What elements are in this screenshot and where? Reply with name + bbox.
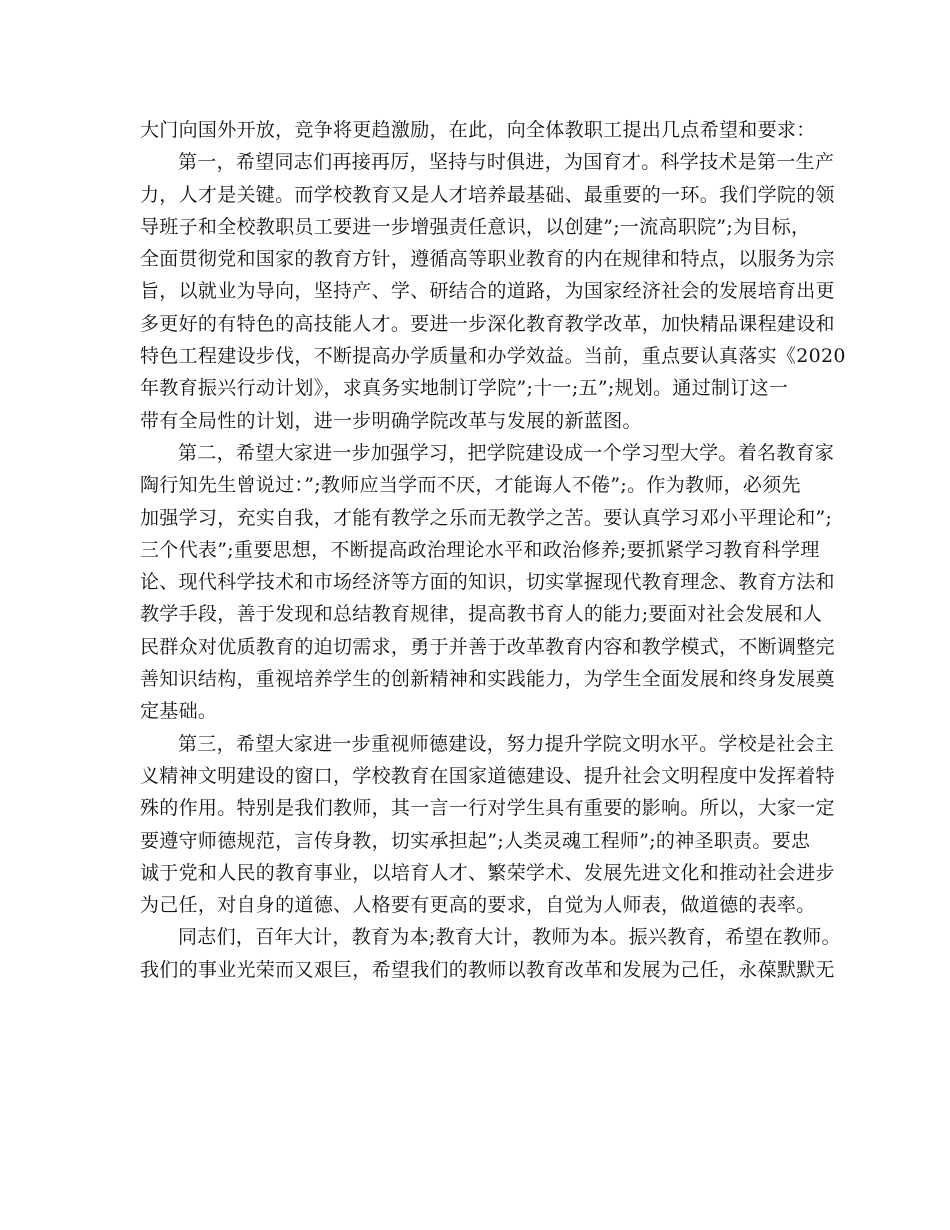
paragraph-first-line: 同志们，百年大计，教育为本;教育大计，教师为本。振兴教育，希望在教师。: [178, 926, 841, 949]
text-line: 义精神文明建设的窗口，学校教育在国家道德建设、提升社会文明程度中发挥着特: [140, 764, 835, 787]
body-text: [140, 114, 846, 986]
text-line: 陶行知先生曾说过：”;教师应当学而不厌，才能诲人不倦”;。作为教师，必须先: [140, 474, 801, 497]
text-line: 民群众对优质教育的迫切需求，勇于并善于改革教育内容和教学模式，不断调整完: [140, 635, 835, 658]
text-line: 为己任，对自身的道德、人格要有更高的要求，自觉为人师表，做道德的表率。: [140, 894, 816, 917]
text-line: 力，人才是关键。而学校教育又是人才培养最基础、最重要的一环。我们学院的领: [140, 183, 835, 206]
text-line: 年教育振兴行动计划》，求真务实地制订学院”;十一;五”;规划。通过制订这一: [140, 377, 789, 400]
text-line: 殊的作用。特别是我们教师，其一言一行对学生具有重要的影响。所以，大家一定: [140, 797, 835, 820]
text-line: 诚于党和人民的教育事业，以培育人才、繁荣学术、发展先进文化和推动社会进步: [140, 861, 835, 884]
text-line: 多更好的有特色的高技能人才。要进一步深化教育教学改革，加快精品课程建设和: [140, 312, 835, 335]
text-line: 我们的事业光荣而又艰巨，希望我们的教师以教育改革和发展为己任，永葆默默无: [140, 958, 835, 981]
text-line: 带有全局性的计划，进一步明确学院改革与发展的新蓝图。: [140, 409, 642, 432]
text-line: 旨，以就业为导向，坚持产、学、研结合的道路，为国家经济社会的发展培育出更: [140, 280, 835, 303]
text-line: 论、现代科学技术和市场经济等方面的知识，切实掌握现代教育理念、教育方法和: [140, 571, 835, 594]
text-line: 大门向国外开放，竞争将更趋激励，在此，向全体教职工提出几点希望和要求：: [140, 119, 816, 141]
text-line: 善知识结构，重视培养学生的创新精神和实践能力，为学生全面发展和终身发展奠: [140, 668, 835, 691]
text-line: 加强学习，充实自我，才能有教学之乐而无教学之苦。要认真学习邓小平理论和”;: [140, 506, 833, 529]
text-line: 教学手段，善于发现和总结教育规律，提高教书育人的能力;要面对社会发展和人: [140, 603, 823, 626]
paragraph-first-line: 第一，希望同志们再接再厉，坚持与时俱进，为国育才。科学技术是第一生产: [178, 151, 835, 174]
paragraph-first-line: 第二，希望大家进一步加强学习，把学院建设成一个学习型大学。着名教育家: [178, 441, 835, 464]
text-line: 特色工程建设步伐，不断提高办学质量和办学效益。当前，重点要认真落实《2020: [140, 345, 846, 368]
paragraph-first-line: 第三，希望大家进一步重视师德建设，努力提升学院文明水平。学校是社会主: [178, 732, 835, 755]
text-line: 三个代表”;重要思想，不断提高政治理论水平和政治修养;要抓紧学习教育科学理: [140, 538, 820, 561]
text-line: 全面贯彻党和国家的教育方针，遵循高等职业教育的内在规律和特点，以服务为宗: [140, 248, 835, 271]
text-line: 导班子和全校教职员工要进一步增强责任意识，以创建”;一流高职院”;为目标，: [140, 215, 811, 238]
text-line: 定基础。: [140, 700, 218, 723]
text-line: 要遵守师德规范，言传身教，切实承担起”;人类灵魂工程师”;的神圣职责。要忠: [140, 829, 811, 852]
